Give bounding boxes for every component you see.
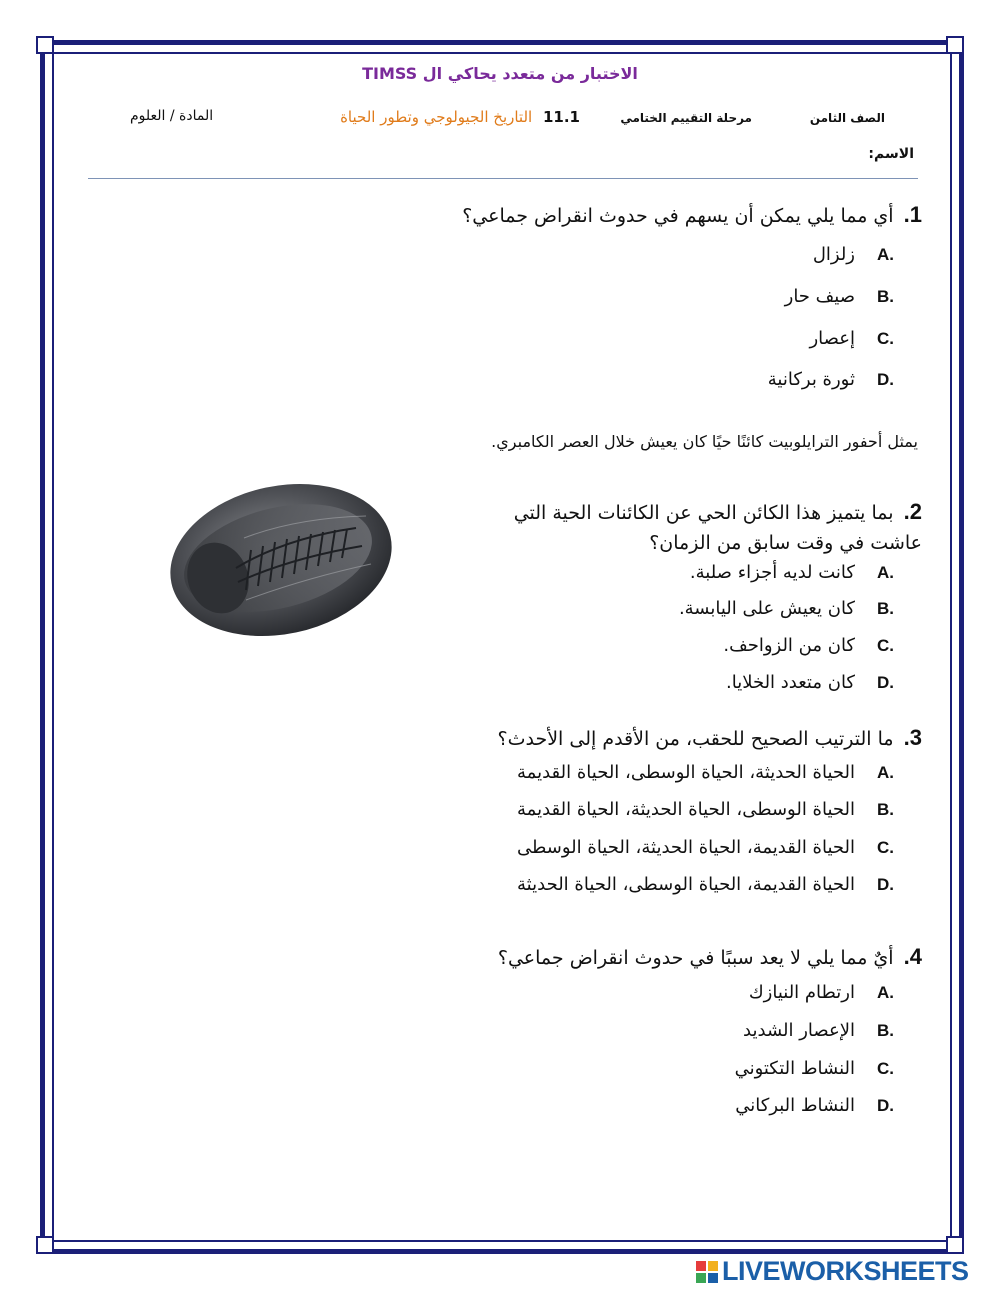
question-text: ما الترتيب الصحيح للحقب، من الأقدم إلى الأحدث؟: [497, 728, 894, 750]
lesson-topic: التاريخ الجيولوجي وتطور الحياة: [340, 108, 533, 126]
q1-option-c[interactable]: [809, 328, 894, 349]
option-text: ثورة بركانية: [767, 369, 855, 390]
option-text: صيف حار: [784, 286, 855, 307]
option-letter: D.: [877, 874, 894, 894]
option-text: النشاط التكتوني: [734, 1058, 855, 1079]
option-text: الحياة القديمة، الحياة الوسطى، الحياة الحديثة: [517, 874, 855, 895]
liveworksheets-logo-icon: [696, 1261, 718, 1283]
option-letter: D.: [877, 369, 894, 389]
border-corner: [946, 1236, 964, 1254]
question-number: 1.: [903, 202, 922, 227]
header-divider: [88, 178, 918, 179]
option-text: إعصار: [809, 328, 855, 349]
lesson-heading: [340, 108, 580, 126]
trilobite-intro: يمثل أحفور الترايلوبيت كائنًا حيًا كان يعيش خلال العصر الكامبري.: [491, 432, 918, 451]
q4-option-a[interactable]: [749, 982, 894, 1003]
subject-label: المادة / العلوم: [130, 108, 214, 124]
q4-option-d[interactable]: [735, 1095, 894, 1116]
option-text: الحياة الوسطى، الحياة الحديثة، الحياة القديمة: [517, 799, 855, 820]
option-letter: A.: [877, 982, 894, 1002]
q3-option-c[interactable]: [517, 837, 894, 858]
option-letter: C.: [877, 635, 894, 655]
option-text: الإعصار الشديد: [743, 1020, 855, 1041]
worksheet-title: الاختبار من متعدد يحاكي ال TIMSS: [362, 64, 638, 83]
option-text: الحياة القديمة، الحياة الحديثة، الحياة الوسطى: [517, 837, 855, 858]
option-letter: B.: [877, 286, 894, 306]
option-text: زلزال: [812, 244, 855, 265]
stage-label: مرحلة التقييم الختامي: [620, 111, 752, 125]
q3-option-b[interactable]: [517, 799, 894, 820]
question-3: [322, 723, 922, 754]
border-corner: [946, 36, 964, 54]
q4-option-c[interactable]: [735, 1058, 894, 1079]
option-text: ارتطام النيازك: [748, 982, 855, 1003]
option-letter: B.: [877, 1020, 894, 1040]
option-letter: C.: [877, 1058, 894, 1078]
question-number: 4.: [903, 944, 922, 969]
question-text: أي مما يلي يمكن أن يسهم في حدوث انقراض جماعي؟: [462, 205, 894, 227]
question-text: بما يتميز هذا الكائن الحي عن الكائنات الحية التي عاشت في وقت سابق من الزمان؟: [513, 502, 922, 554]
option-text: كان متعدد الخلايا.: [726, 672, 855, 693]
option-text: كان من الزواحف.: [723, 635, 855, 656]
q1-option-a[interactable]: [813, 244, 894, 265]
question-text: أيٌ مما يلي لا يعد سببًا في حدوث انقراض جماعي؟: [497, 947, 894, 969]
option-letter: A.: [877, 244, 894, 264]
option-text: الحياة الحديثة، الحياة الوسطى، الحياة القديمة: [517, 762, 855, 783]
option-letter: D.: [877, 672, 894, 692]
option-text: النشاط البركاني: [735, 1095, 855, 1116]
lesson-number: 11.1: [542, 108, 580, 126]
option-letter: B.: [877, 598, 894, 618]
option-letter: D.: [877, 1095, 894, 1115]
grade-label: الصف الثامن: [809, 111, 885, 125]
q3-option-a[interactable]: [517, 762, 894, 783]
border-corner: [36, 36, 54, 54]
question-2: [472, 497, 922, 558]
question-1: [322, 200, 922, 231]
option-letter: C.: [877, 328, 894, 348]
q1-option-d[interactable]: [768, 369, 894, 390]
option-letter: A.: [877, 562, 894, 582]
q2-option-a[interactable]: [690, 562, 894, 583]
q2-option-c[interactable]: [723, 635, 894, 656]
brand-wordmark: LIVEWORKSHEETS: [722, 1256, 969, 1286]
question-number: 2.: [903, 499, 922, 524]
q1-option-b[interactable]: [785, 286, 894, 307]
q2-option-d[interactable]: [726, 672, 894, 693]
option-letter: A.: [877, 762, 894, 782]
option-letter: B.: [877, 799, 894, 819]
option-letter: C.: [877, 837, 894, 857]
trilobite-fossil-image: [166, 478, 396, 640]
border-corner: [36, 1236, 54, 1254]
option-text: كانت لديه أجزاء صلبة.: [689, 562, 855, 583]
q4-option-b[interactable]: [743, 1020, 894, 1041]
option-text: كان يعيش على اليابسة.: [678, 598, 855, 619]
question-4: [322, 942, 922, 973]
q3-option-d[interactable]: [517, 874, 894, 895]
question-number: 3.: [903, 725, 922, 750]
q2-option-b[interactable]: [679, 598, 894, 619]
liveworksheets-brand[interactable]: [696, 1256, 969, 1287]
student-name-label: الاسم:: [868, 146, 914, 162]
